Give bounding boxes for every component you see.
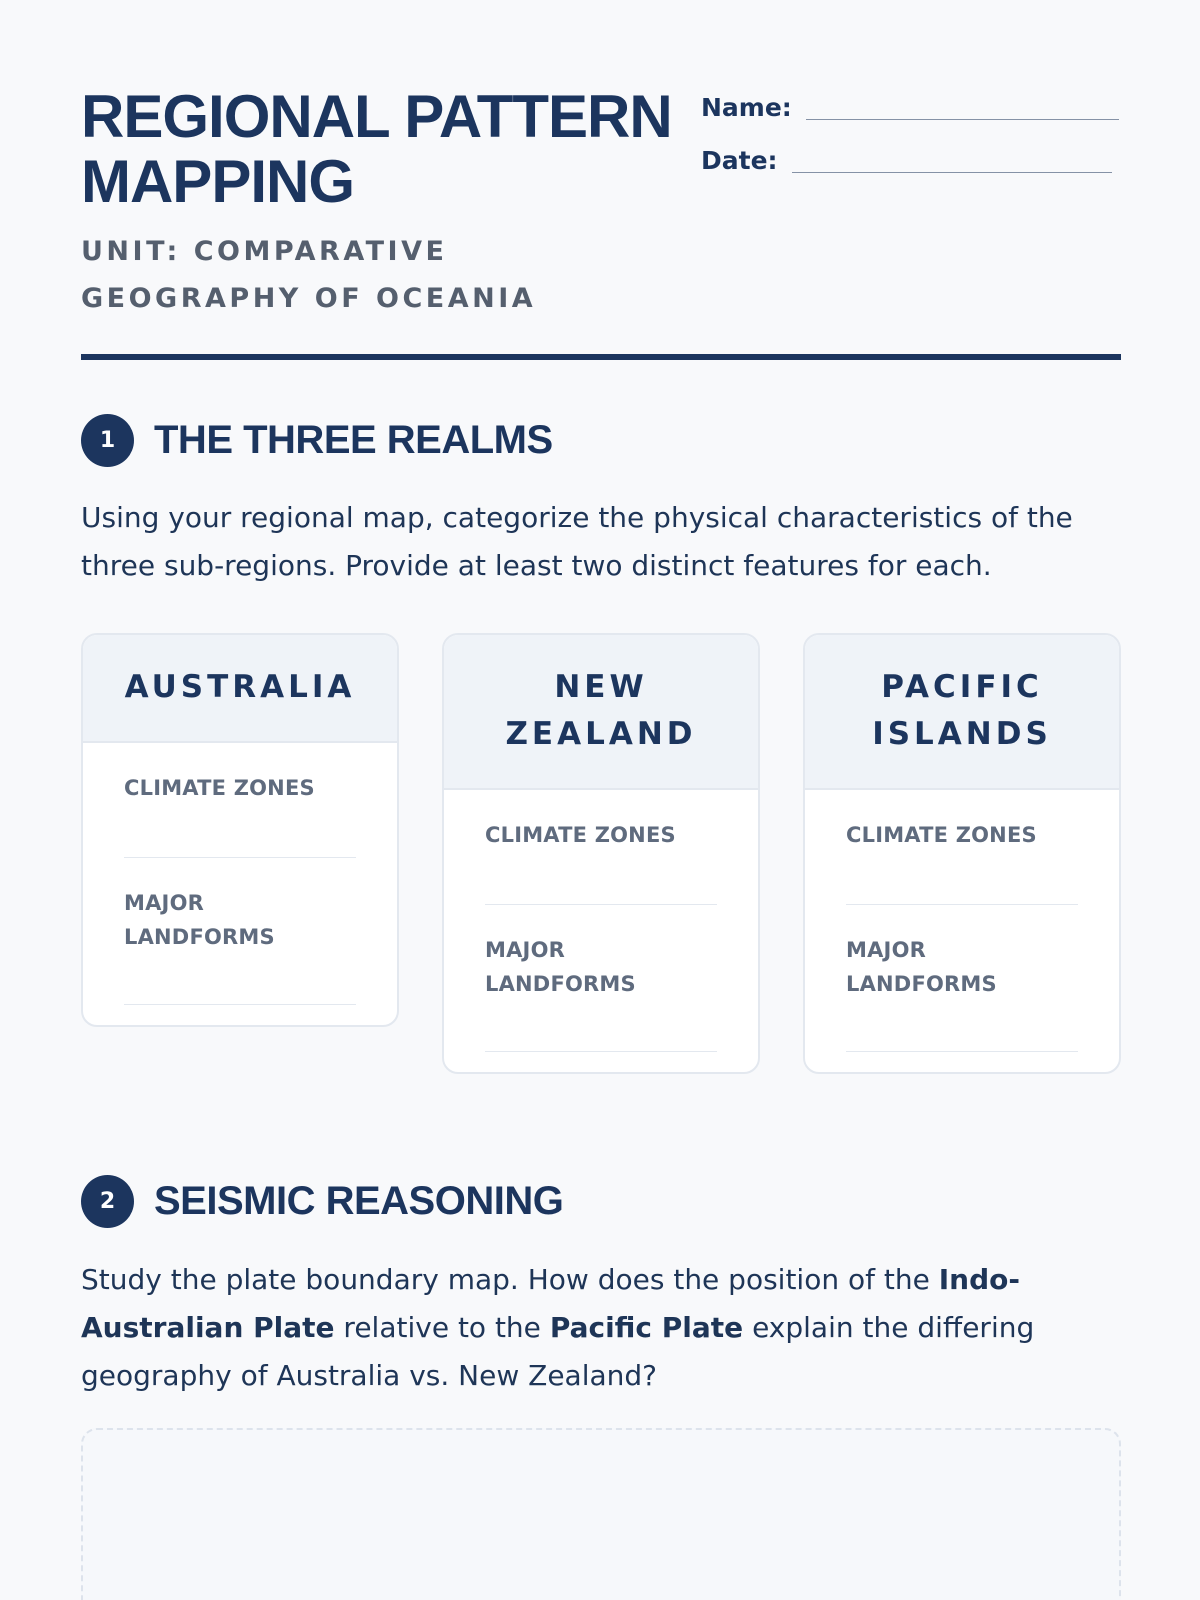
name-label: Name:	[701, 93, 792, 122]
major-landforms-field	[846, 933, 1078, 1052]
field-label: MAJOR LANDFORMS	[485, 938, 636, 996]
header-divider	[81, 354, 1121, 360]
date-label: Date:	[701, 146, 778, 175]
section-2-title: SEISMIC REASONING	[154, 1179, 564, 1223]
indo-australian-plate-term: Indo-Australian Plate	[81, 1263, 1020, 1344]
prompt-text: explain the differing geography of Australia vs. New Zealand?	[81, 1311, 1035, 1392]
major-landforms-input-line[interactable]	[485, 1051, 717, 1052]
page-title: REGIONAL PATTERN MAPPING	[81, 83, 672, 215]
major-landforms-field	[124, 886, 356, 1005]
seismic-answer-box[interactable]	[81, 1428, 1121, 1600]
climate-zones-field	[846, 818, 1078, 905]
card-title: PACIFIC ISLANDS	[805, 635, 1119, 790]
field-label: MAJOR LANDFORMS	[124, 891, 275, 949]
unit-subtitle: UNIT: COMPARATIVE GEOGRAPHY OF OCEANIA	[81, 236, 537, 314]
section-2-number-badge: 2	[81, 1175, 134, 1228]
major-landforms-input-line[interactable]	[846, 1051, 1078, 1052]
card-body	[83, 743, 397, 1025]
section-1-prompt: Using your regional map, categorize the physical characteristics of the three sub-regions. Provide at least two distinct features for each.	[81, 501, 1073, 582]
climate-zones-input-line[interactable]	[485, 904, 717, 905]
field-label: CLIMATE ZONES	[124, 776, 315, 800]
section-1-number-badge: 1	[81, 414, 134, 467]
region-cards	[81, 633, 1121, 1074]
date-field[interactable]	[792, 172, 1112, 173]
major-landforms-input-line[interactable]	[124, 1004, 356, 1005]
section-1-heading	[81, 414, 553, 467]
field-label: CLIMATE ZONES	[846, 823, 1037, 847]
name-row	[701, 84, 1121, 124]
climate-zones-field	[124, 771, 356, 858]
region-card-australia	[81, 633, 399, 1027]
prompt-text: Study the plate boundary map. How does the position of the	[81, 1263, 939, 1296]
region-card-pacific-islands	[803, 633, 1121, 1074]
card-title: AUSTRALIA	[83, 635, 397, 743]
card-body	[805, 790, 1119, 1072]
field-label: CLIMATE ZONES	[485, 823, 676, 847]
major-landforms-field	[485, 933, 717, 1052]
worksheet-header	[81, 84, 1121, 322]
date-row	[701, 124, 1121, 177]
climate-zones-field	[485, 818, 717, 905]
section-2-heading	[81, 1175, 563, 1228]
climate-zones-input-line[interactable]	[124, 857, 356, 858]
name-field[interactable]	[806, 119, 1119, 120]
region-card-new-zealand	[442, 633, 760, 1074]
worksheet-page	[81, 0, 1121, 1600]
section-1-title: THE THREE REALMS	[154, 418, 553, 462]
student-info	[701, 84, 1121, 177]
pacific-plate-term: Pacific Plate	[549, 1311, 744, 1344]
field-label: MAJOR LANDFORMS	[846, 938, 997, 996]
card-body	[444, 790, 758, 1072]
section-2-prompt	[81, 1256, 1121, 1400]
climate-zones-input-line[interactable]	[846, 904, 1078, 905]
card-title: NEW ZEALAND	[444, 635, 758, 790]
prompt-text: relative to the	[334, 1311, 550, 1344]
